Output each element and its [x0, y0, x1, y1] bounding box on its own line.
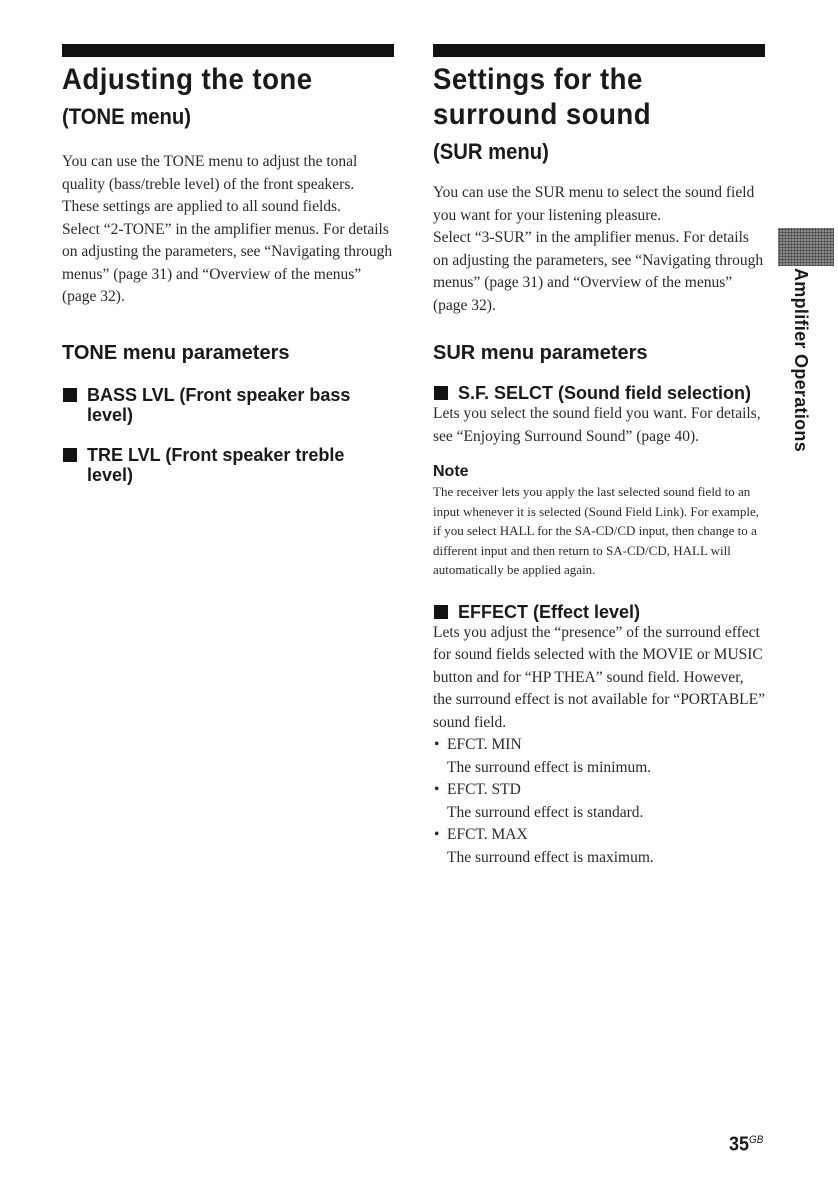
square-bullet-icon [434, 386, 448, 400]
intro-paragraph-2: Select “3-SUR” in the amplifier menus. For details on adjusting the parameters, see “Navigating through menus” (page 31) and “Overview of the menus” (page 32). [433, 229, 764, 314]
param-heading-effect [433, 602, 765, 622]
option-name: EFCT. MAX [447, 826, 528, 843]
bullet-dot-icon: • [434, 736, 440, 753]
option-description: The surround effect is minimum. [447, 758, 652, 776]
section-rule [433, 44, 765, 57]
section-heading: TONE menu parameters [62, 341, 290, 364]
param-label: TRE LVL (Front speaker treble level) [87, 444, 345, 485]
param-heading-bass [62, 385, 394, 425]
page-title: Adjusting the tone [62, 63, 313, 96]
chapter-tab-label-wrap [780, 268, 824, 458]
option-item [433, 824, 765, 847]
option-description: The surround effect is maximum. [447, 848, 654, 866]
param-description: Lets you select the sound field you want. For details, see “Enjoying Surround Sound” (page 40). [433, 405, 761, 445]
square-bullet-icon [63, 448, 77, 462]
param-label: S.F. SELCT (Sound field selection) [458, 383, 752, 403]
intro-paragraph: You can use the TONE menu to adjust the tonal quality (bass/treble level) of the front speakers. These settings are applied to all sound fields. [62, 153, 358, 215]
option-item [433, 734, 765, 757]
param-heading-treble [62, 445, 394, 485]
square-bullet-icon [63, 388, 77, 402]
bullet-dot-icon: • [434, 781, 440, 798]
page-title: Settings for the surround sound [433, 63, 652, 131]
page-subtitle: (SUR menu) [433, 139, 549, 164]
page-subtitle: (TONE menu) [62, 104, 191, 129]
right-column [433, 44, 765, 869]
intro-paragraph: You can use the SUR menu to select the sound field you want for your listening pleasure. [433, 184, 755, 224]
note-text: The receiver lets you apply the last selected sound field to an input whenever it is selected (Sound Field Link). For example, if you select HALL for the SA-CD/CD input, then change to a different input and then return to SA-CD/CD, HALL will automatically be applied again. [433, 484, 760, 577]
param-description: Lets you adjust the “presence” of the surround effect for sound fields selected with the MOVIE or MUSIC button and for “HP THEA” sound field. However, the surround effect is not available for “PORTABLE” sound field. [433, 623, 765, 731]
param-label: EFFECT (Effect level) [458, 601, 641, 622]
param-label: BASS LVL (Front speaker bass level) [87, 384, 351, 425]
option-name: EFCT. STD [447, 781, 521, 798]
page-number [729, 1128, 763, 1157]
left-column [62, 44, 394, 485]
page-number-suffix: GB [749, 1134, 764, 1146]
option-name: EFCT. MIN [447, 736, 522, 753]
note-heading: Note [433, 463, 469, 480]
square-bullet-icon [434, 605, 448, 619]
param-heading-sf-select [433, 383, 765, 403]
section-heading: SUR menu parameters [433, 342, 648, 364]
page-number-value: 35 [729, 1133, 750, 1156]
chapter-tab-marker [778, 228, 834, 266]
option-item [433, 779, 765, 802]
option-description: The surround effect is standard. [447, 803, 644, 821]
bullet-dot-icon: • [434, 826, 440, 843]
chapter-tab-label: Amplifier Operations [791, 268, 811, 453]
section-rule [62, 44, 394, 57]
intro-paragraph-2: Select “2-TONE” in the amplifier menus. For details on adjusting the parameters, see “Navigating through menus” (page 31) and “Overview of the menus” (page 32). [62, 220, 393, 305]
